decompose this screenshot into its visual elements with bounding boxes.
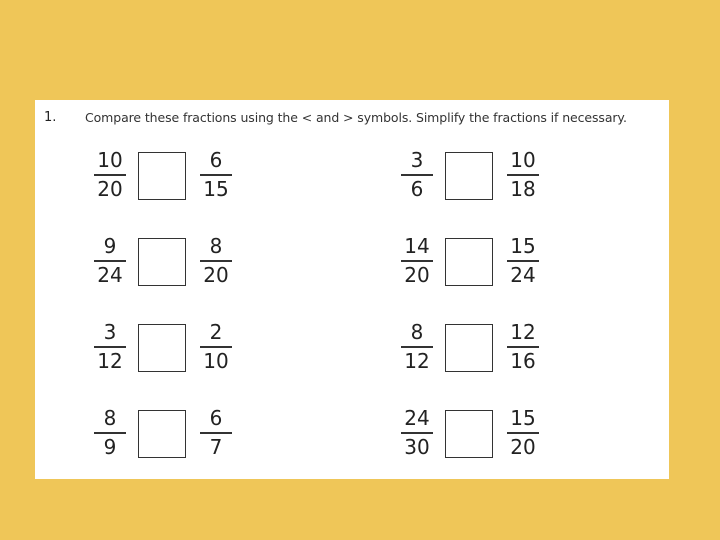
fraction-bar <box>200 260 232 262</box>
denominator: 12 <box>404 349 430 373</box>
denominator: 20 <box>510 435 536 459</box>
right-fraction <box>503 234 543 290</box>
answer-box[interactable] <box>138 152 186 200</box>
right-fraction <box>196 234 236 290</box>
denominator: 20 <box>404 263 430 287</box>
numerator: 2 <box>209 320 223 344</box>
left-fraction <box>397 148 437 204</box>
denominator: 10 <box>203 349 229 373</box>
fraction-bar <box>507 346 539 348</box>
left-fraction <box>90 406 130 462</box>
numerator: 15 <box>510 406 536 430</box>
numerator: 8 <box>410 320 424 344</box>
fraction-bar <box>507 174 539 176</box>
right-fraction <box>196 406 236 462</box>
fraction-bar <box>94 346 126 348</box>
answer-box[interactable] <box>138 410 186 458</box>
right-fraction <box>503 406 543 462</box>
denominator: 20 <box>203 263 229 287</box>
right-fraction <box>196 320 236 376</box>
question-instruction: Compare these fractions using the < and > symbols. Simplify the fractions if necessary. <box>85 110 627 125</box>
fraction-bar <box>200 174 232 176</box>
fraction-bar <box>401 174 433 176</box>
question-number: 1. <box>44 110 57 125</box>
numerator: 24 <box>404 406 430 430</box>
fraction-bar <box>94 174 126 176</box>
numerator: 6 <box>209 406 223 430</box>
denominator: 20 <box>97 177 123 201</box>
denominator: 6 <box>410 177 424 201</box>
answer-box[interactable] <box>445 410 493 458</box>
right-fraction <box>503 320 543 376</box>
numerator: 8 <box>103 406 117 430</box>
left-fraction <box>397 234 437 290</box>
denominator: 15 <box>203 177 229 201</box>
denominator: 9 <box>103 435 117 459</box>
numerator: 8 <box>209 234 223 258</box>
numerator: 9 <box>103 234 117 258</box>
denominator: 24 <box>97 263 123 287</box>
answer-box[interactable] <box>445 238 493 286</box>
denominator: 18 <box>510 177 536 201</box>
numerator: 15 <box>510 234 536 258</box>
fraction-bar <box>401 432 433 434</box>
fraction-bar <box>200 432 232 434</box>
numerator: 10 <box>97 148 123 172</box>
denominator: 12 <box>97 349 123 373</box>
denominator: 7 <box>209 435 223 459</box>
answer-box[interactable] <box>138 324 186 372</box>
answer-box[interactable] <box>445 324 493 372</box>
left-fraction <box>397 406 437 462</box>
left-fraction <box>90 234 130 290</box>
right-fraction <box>196 148 236 204</box>
denominator: 24 <box>510 263 536 287</box>
left-fraction <box>397 320 437 376</box>
fraction-bar <box>401 346 433 348</box>
answer-box[interactable] <box>138 238 186 286</box>
left-fraction <box>90 148 130 204</box>
answer-box[interactable] <box>445 152 493 200</box>
worksheet <box>35 100 669 479</box>
numerator: 12 <box>510 320 536 344</box>
numerator: 14 <box>404 234 430 258</box>
denominator: 16 <box>510 349 536 373</box>
numerator: 3 <box>410 148 424 172</box>
fraction-bar <box>200 346 232 348</box>
fraction-bar <box>507 260 539 262</box>
fraction-bar <box>401 260 433 262</box>
denominator: 30 <box>404 435 430 459</box>
left-fraction <box>90 320 130 376</box>
fraction-bar <box>94 432 126 434</box>
fraction-bar <box>507 432 539 434</box>
numerator: 6 <box>209 148 223 172</box>
right-fraction <box>503 148 543 204</box>
numerator: 10 <box>510 148 536 172</box>
numerator: 3 <box>103 320 117 344</box>
fraction-bar <box>94 260 126 262</box>
